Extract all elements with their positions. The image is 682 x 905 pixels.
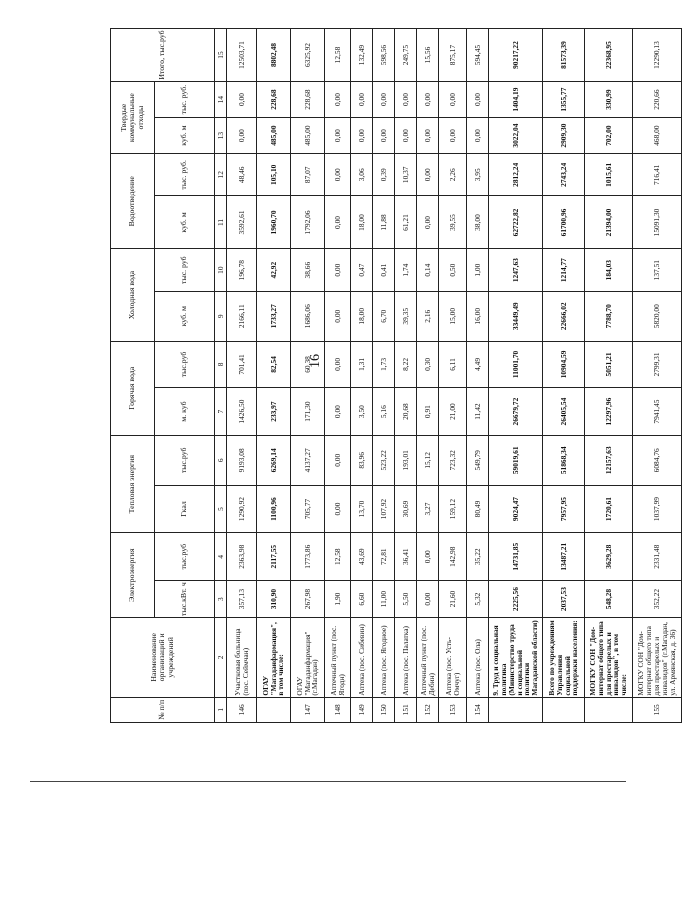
column-number: 8 — [215, 341, 227, 388]
row-value: 15,12 — [417, 435, 439, 485]
row-value: 61,21 — [395, 196, 417, 249]
row-value: 0,91 — [417, 388, 439, 436]
subheader: тыс.руб — [155, 435, 215, 485]
row-value: 2331,48 — [633, 533, 682, 581]
row-value: 22368,95 — [585, 29, 633, 82]
row-value: 6,70 — [373, 291, 395, 341]
row-value: 62722,82 — [489, 196, 543, 249]
row-value: 0,00 — [325, 118, 351, 154]
row-value: 5,16 — [373, 388, 395, 436]
row-value: 1290,92 — [227, 485, 257, 533]
row-value: 0,00 — [351, 118, 373, 154]
header-drainage: Водоотведение — [111, 154, 155, 249]
row-value: 0,00 — [417, 581, 439, 618]
row-value: 0,00 — [417, 196, 439, 249]
row-value: 523,22 — [373, 435, 395, 485]
row-value: 594,45 — [467, 29, 489, 82]
row-value: 2799,31 — [633, 341, 682, 388]
row-value: 0,00 — [227, 118, 257, 154]
subheader: куб. м — [155, 196, 215, 249]
row-value: 36,41 — [395, 533, 417, 581]
subheader: тыс.руб — [155, 533, 215, 581]
row-value: 233,97 — [257, 388, 291, 436]
row-value: 82,54 — [257, 341, 291, 388]
row-value: 6,11 — [439, 341, 467, 388]
row-value: 21394,00 — [585, 196, 633, 249]
row-value: 61700,96 — [543, 196, 585, 249]
row-value: 6325,92 — [291, 29, 325, 82]
row-number: 149 — [351, 697, 373, 722]
header-name: Наименование организаций и учреждений — [111, 618, 215, 697]
row-value: 310,90 — [257, 581, 291, 618]
row-value: 22666,02 — [543, 291, 585, 341]
row-value: 485,00 — [291, 118, 325, 154]
column-number: 13 — [215, 118, 227, 154]
row-value: 249,75 — [395, 29, 417, 82]
row-value: 72,81 — [373, 533, 395, 581]
row-value: 26405,54 — [543, 388, 585, 436]
row-value: 1773,86 — [291, 533, 325, 581]
column-number: 11 — [215, 196, 227, 249]
row-number — [489, 697, 543, 722]
row-value: 2,16 — [417, 291, 439, 341]
row-value: 0,00 — [417, 82, 439, 118]
row-value: 0,00 — [351, 82, 373, 118]
row-value: 330,99 — [585, 82, 633, 118]
row-value: 159,12 — [439, 485, 467, 533]
row-value: 0,00 — [467, 118, 489, 154]
row-value: 13,70 — [351, 485, 373, 533]
row-value: 9024,47 — [489, 485, 543, 533]
row-name: ОГАУ "Магаданфармация", в том числе: — [257, 618, 291, 697]
row-value: 87,07 — [291, 154, 325, 196]
row-value: 6269,14 — [257, 435, 291, 485]
row-number: 151 — [395, 697, 417, 722]
row-number — [543, 697, 585, 722]
row-number: 155 — [633, 697, 682, 722]
row-value: 5820,00 — [633, 291, 682, 341]
header-heat: Тепловая энергия — [111, 435, 155, 532]
header-solid-waste: Твердые коммунальные отходы — [111, 82, 155, 154]
row-name: Аптека (пос. Сибевин) — [351, 618, 373, 697]
subheader: тыс. руб. — [155, 154, 215, 196]
row-value: 0,00 — [325, 249, 351, 291]
row-value: 7941,45 — [633, 388, 682, 436]
row-value: 21,00 — [439, 388, 467, 436]
row-name: МОГКУ СОН "Дом-интернат общего типа для престарелых и инвалидов", в том числе: — [585, 618, 633, 697]
row-value: 1426,50 — [227, 388, 257, 436]
row-value: 1733,27 — [257, 291, 291, 341]
row-name: МОГКУ СОН "Дом-интернат общего типа для престарелых и инвалидов" (г.Магадан, ул. Армянская, д. 36) — [633, 618, 682, 697]
row-name: Участковая больница (пос. Сеймчан) — [227, 618, 257, 697]
row-value: 220,66 — [633, 82, 682, 118]
table-row — [351, 29, 373, 723]
row-value: 598,56 — [373, 29, 395, 82]
row-value: 26679,72 — [489, 388, 543, 436]
row-value: 5,50 — [395, 581, 417, 618]
row-value: 10904,59 — [543, 341, 585, 388]
row-value: 14731,85 — [489, 533, 543, 581]
row-value: 2909,30 — [543, 118, 585, 154]
table-row — [489, 29, 543, 723]
column-number: 4 — [215, 533, 227, 581]
header-electro: Электроэнергия — [111, 533, 155, 618]
row-value: 3,27 — [417, 485, 439, 533]
row-value: 0,50 — [439, 249, 467, 291]
row-value: 7788,70 — [585, 291, 633, 341]
row-value: 81573,39 — [543, 29, 585, 82]
row-name: Аптечный пункт (пос. Ягодн) — [325, 618, 351, 697]
row-value: 18,00 — [351, 291, 373, 341]
row-value: 1686,06 — [291, 291, 325, 341]
row-value: 12290,13 — [633, 29, 682, 82]
row-value: 0,00 — [325, 82, 351, 118]
row-value: 15,00 — [439, 291, 467, 341]
row-name: Аптека (пос. Усть-Омчуг) — [439, 618, 467, 697]
header-hot-water: Горячая вода — [111, 341, 155, 435]
row-value: 12503,71 — [227, 29, 257, 82]
row-value: 105,10 — [257, 154, 291, 196]
row-value: 3,50 — [351, 388, 373, 436]
column-number: 10 — [215, 249, 227, 291]
table-wrapper — [110, 28, 677, 723]
row-value: 0,00 — [325, 388, 351, 436]
row-value: 80,49 — [467, 485, 489, 533]
row-value: 142,98 — [439, 533, 467, 581]
row-value: 716,41 — [633, 154, 682, 196]
row-value: 20,68 — [395, 388, 417, 436]
header-num: № п/п — [111, 697, 215, 722]
row-name: Всего по учреждениям Управления социальной поддержки населения: — [543, 618, 585, 697]
row-value: 0,00 — [439, 118, 467, 154]
row-value: 11,42 — [467, 388, 489, 436]
row-value: 30,69 — [395, 485, 417, 533]
table-row — [395, 29, 417, 723]
row-value: 59019,61 — [489, 435, 543, 485]
row-number — [257, 697, 291, 722]
row-value: 0,00 — [439, 82, 467, 118]
row-value: 2812,24 — [489, 154, 543, 196]
row-value: 11,88 — [373, 196, 395, 249]
row-value: 0,14 — [417, 249, 439, 291]
row-value: 548,28 — [585, 581, 633, 618]
row-value: 12,58 — [325, 533, 351, 581]
row-value: 3022,04 — [489, 118, 543, 154]
separator-line — [30, 781, 626, 782]
column-number: 1 — [215, 697, 227, 722]
row-value: 2225,56 — [489, 581, 543, 618]
row-value: 16,00 — [467, 291, 489, 341]
row-number: 150 — [373, 697, 395, 722]
row-value: 0,00 — [417, 533, 439, 581]
row-value: 701,41 — [227, 341, 257, 388]
row-value: 549,79 — [467, 435, 489, 485]
row-value: 0,00 — [373, 82, 395, 118]
table-row — [467, 29, 489, 723]
page-number: 16 — [308, 354, 323, 368]
row-value: 1720,61 — [585, 485, 633, 533]
row-value: 4137,27 — [291, 435, 325, 485]
row-value: 15091,30 — [633, 196, 682, 249]
row-value: 0,47 — [351, 249, 373, 291]
row-value: 0,00 — [467, 82, 489, 118]
row-value: 1,90 — [325, 581, 351, 618]
row-value: 2037,53 — [543, 581, 585, 618]
subheader: Гкал — [155, 485, 215, 533]
row-value: 2117,55 — [257, 533, 291, 581]
column-number: 5 — [215, 485, 227, 533]
row-number: 148 — [325, 697, 351, 722]
row-value: 184,03 — [585, 249, 633, 291]
subheader: тыс. руб. — [155, 82, 215, 118]
row-value: 1015,61 — [585, 154, 633, 196]
subheader: куб. м — [155, 291, 215, 341]
table-row — [633, 29, 682, 723]
row-value: 2166,11 — [227, 291, 257, 341]
row-value: 48,46 — [227, 154, 257, 196]
table-row — [373, 29, 395, 723]
subheader: тыс.руб — [155, 341, 215, 388]
row-value: 1,73 — [373, 341, 395, 388]
row-value: 12157,63 — [585, 435, 633, 485]
row-value: 0,30 — [417, 341, 439, 388]
row-value: 705,77 — [291, 485, 325, 533]
column-number: 12 — [215, 154, 227, 196]
row-value: 39,35 — [395, 291, 417, 341]
row-value: 171,30 — [291, 388, 325, 436]
row-value: 267,98 — [291, 581, 325, 618]
subheader: тыс.кВт. ч — [155, 581, 215, 618]
row-value: 228,68 — [291, 82, 325, 118]
row-value: 468,00 — [633, 118, 682, 154]
column-number-row — [215, 29, 227, 723]
row-value: 1,74 — [395, 249, 417, 291]
row-value: 2363,98 — [227, 533, 257, 581]
row-value: 0,00 — [325, 196, 351, 249]
subheader: м. куб — [155, 388, 215, 436]
row-value: 60,38 — [291, 341, 325, 388]
row-value: 0,00 — [395, 82, 417, 118]
row-value: 3,06 — [351, 154, 373, 196]
utility-consumption-table — [110, 28, 677, 723]
row-value: 38,00 — [467, 196, 489, 249]
row-value: 5,32 — [467, 581, 489, 618]
row-value: 10,37 — [395, 154, 417, 196]
row-value: 0,00 — [227, 82, 257, 118]
row-value: 4,49 — [467, 341, 489, 388]
row-value: 352,22 — [633, 581, 682, 618]
header-total: Итого, тыс.руб — [111, 29, 215, 82]
row-value: 0,00 — [325, 435, 351, 485]
row-value: 18,00 — [351, 196, 373, 249]
header-cold-water: Холодная вода — [111, 249, 155, 341]
row-value: 43,69 — [351, 533, 373, 581]
row-value: 1355,77 — [543, 82, 585, 118]
row-value: 1214,77 — [543, 249, 585, 291]
row-value: 13487,21 — [543, 533, 585, 581]
row-name: Аптечный пункт (пос. Дебин) — [417, 618, 439, 697]
row-number: 146 — [227, 697, 257, 722]
column-number: 7 — [215, 388, 227, 436]
row-value: 15,56 — [417, 29, 439, 82]
column-number: 14 — [215, 82, 227, 118]
row-value: 11001,70 — [489, 341, 543, 388]
row-value: 21,60 — [439, 581, 467, 618]
table-row — [439, 29, 467, 723]
row-value: 8,22 — [395, 341, 417, 388]
row-value: 8802,48 — [257, 29, 291, 82]
row-value: 3,95 — [467, 154, 489, 196]
row-value: 1,31 — [351, 341, 373, 388]
table-row — [227, 29, 257, 723]
row-value: 3629,28 — [585, 533, 633, 581]
row-number: 153 — [439, 697, 467, 722]
row-value: 12,58 — [325, 29, 351, 82]
row-number: 154 — [467, 697, 489, 722]
row-value: 2743,24 — [543, 154, 585, 196]
row-value: 51868,34 — [543, 435, 585, 485]
column-number: 3 — [215, 581, 227, 618]
row-value: 1960,70 — [257, 196, 291, 249]
row-value: 1247,63 — [489, 249, 543, 291]
row-value: 83,96 — [351, 435, 373, 485]
row-value: 485,00 — [257, 118, 291, 154]
row-value: 0,00 — [325, 485, 351, 533]
row-value: 702,00 — [585, 118, 633, 154]
row-value: 193,01 — [395, 435, 417, 485]
subheader: куб. м — [155, 118, 215, 154]
row-value: 6,60 — [351, 581, 373, 618]
row-value: 137,51 — [633, 249, 682, 291]
row-value: 107,92 — [373, 485, 395, 533]
row-value: 39,55 — [439, 196, 467, 249]
table-row — [257, 29, 291, 723]
row-value: 42,92 — [257, 249, 291, 291]
row-value: 38,66 — [291, 249, 325, 291]
row-name: Аптека (пос. Ола) — [467, 618, 489, 697]
row-value: 1100,96 — [257, 485, 291, 533]
table-row — [325, 29, 351, 723]
table-row — [417, 29, 439, 723]
row-value: 1404,19 — [489, 82, 543, 118]
subheader: тыс. руб — [155, 249, 215, 291]
row-name: 9. Труд и социальная политика (Министерство труда и социальной политики Магаданской области) — [489, 618, 543, 697]
row-value: 196,78 — [227, 249, 257, 291]
row-name: ОГАУ "Магаданфармация" (г.Магадан) — [291, 618, 325, 697]
column-number: 9 — [215, 291, 227, 341]
row-value: 0,39 — [373, 154, 395, 196]
row-value: 0,00 — [373, 118, 395, 154]
row-value: 12297,96 — [585, 388, 633, 436]
row-value: 1037,99 — [633, 485, 682, 533]
row-value: 0,00 — [417, 118, 439, 154]
row-value: 5051,21 — [585, 341, 633, 388]
row-value: 2,26 — [439, 154, 467, 196]
table-body — [227, 29, 682, 723]
row-value: 875,17 — [439, 29, 467, 82]
row-number: 152 — [417, 697, 439, 722]
row-value: 0,00 — [325, 341, 351, 388]
table-row — [291, 29, 325, 723]
row-value: 357,13 — [227, 581, 257, 618]
column-number: 6 — [215, 435, 227, 485]
row-value: 0,00 — [325, 291, 351, 341]
row-value: 0,00 — [395, 118, 417, 154]
row-name: Аптека (пос. Палатка) — [395, 618, 417, 697]
column-number: 15 — [215, 29, 227, 82]
row-value: 90217,22 — [489, 29, 543, 82]
row-value: 7957,95 — [543, 485, 585, 533]
row-value: 228,68 — [257, 82, 291, 118]
row-number — [585, 697, 633, 722]
row-value: 33449,49 — [489, 291, 543, 341]
row-value: 0,00 — [417, 154, 439, 196]
row-value: 0,00 — [325, 154, 351, 196]
row-value: 132,49 — [351, 29, 373, 82]
table-row — [585, 29, 633, 723]
column-number: 2 — [215, 618, 227, 697]
row-value: 11,00 — [373, 581, 395, 618]
row-value: 9193,08 — [227, 435, 257, 485]
row-number: 147 — [291, 697, 325, 722]
row-name: Аптека (пос. Ягодное) — [373, 618, 395, 697]
row-value: 1,00 — [467, 249, 489, 291]
row-value: 723,32 — [439, 435, 467, 485]
row-value: 35,22 — [467, 533, 489, 581]
row-value: 6084,76 — [633, 435, 682, 485]
table-row — [543, 29, 585, 723]
row-value: 0,41 — [373, 249, 395, 291]
row-value: 3592,61 — [227, 196, 257, 249]
row-value: 1792,06 — [291, 196, 325, 249]
